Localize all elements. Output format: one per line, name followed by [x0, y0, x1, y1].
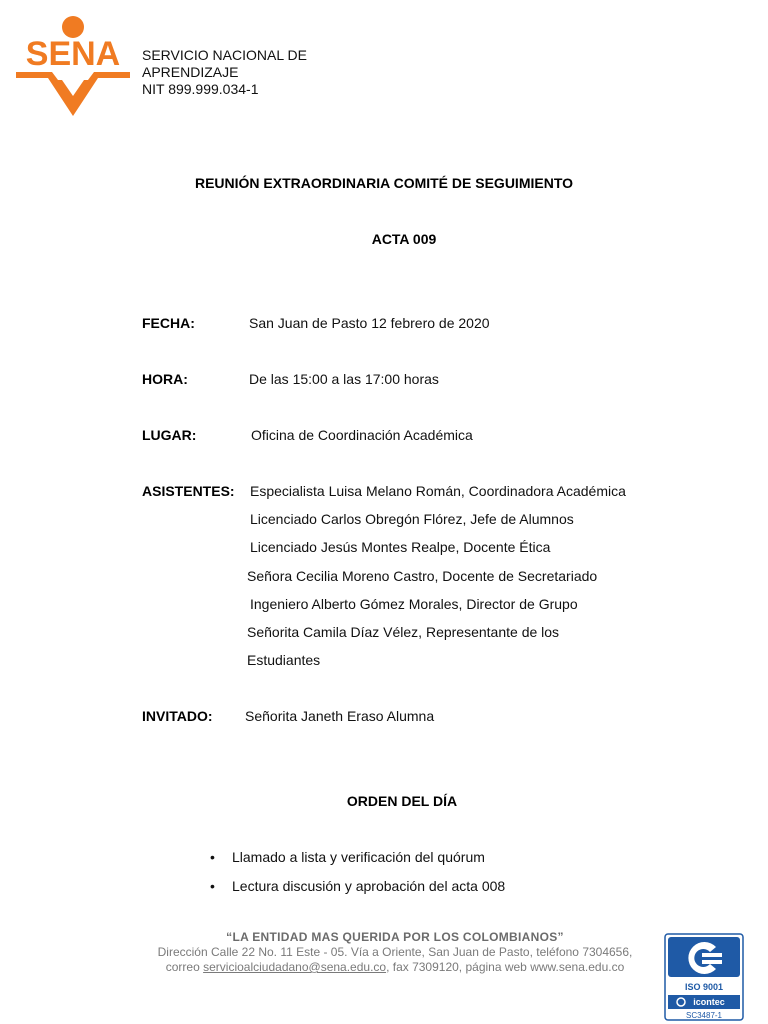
organization-info: [142, 47, 307, 98]
invitado-value: Señorita Janeth Eraso Alumna: [245, 708, 435, 724]
org-name-line2: APRENDIZAJE: [142, 64, 239, 80]
attendee-item: Licenciado Carlos Obregón Flórez, Jefe de Alumnos: [250, 511, 574, 527]
acta-title: ACTA 009: [371, 231, 437, 247]
org-nit: NIT 899.999.034-1: [142, 81, 259, 97]
agenda-item: [210, 878, 505, 894]
footer-contact: [110, 960, 680, 975]
bullet-icon: •: [210, 878, 215, 894]
hora-value: De las 15:00 a las 17:00 horas: [249, 371, 439, 387]
iso-certification-badge: [664, 933, 744, 1021]
bullet-icon: •: [210, 849, 215, 865]
footer-email-link[interactable]: servicioalciudadano@sena.edu.co: [203, 960, 387, 974]
fecha-label: FECHA:: [142, 315, 195, 331]
attendee-item: Ingeniero Alberto Gómez Morales, Director de Grupo: [250, 596, 578, 612]
svg-text:SC3487-1: SC3487-1: [685, 1011, 723, 1020]
invitado-label: INVITADO:: [142, 708, 213, 724]
footer-contact-prefix: correo: [165, 960, 204, 974]
footer: [110, 930, 680, 975]
svg-text:SENA: SENA: [25, 35, 121, 73]
fecha-value: San Juan de Pasto 12 febrero de 2020: [249, 315, 490, 331]
asistentes-label: ASISTENTES:: [142, 483, 235, 499]
footer-address: Dirección Calle 22 No. 11 Este - 05. Vía a Oriente, San Juan de Pasto, teléfono 7304656,: [157, 945, 633, 959]
footer-slogan: “LA ENTIDAD MAS QUERIDA POR LOS COLOMBIANOS”: [226, 930, 564, 944]
agenda-item: [210, 849, 485, 865]
svg-text:icontec: icontec: [693, 997, 725, 1007]
attendee-item: Señorita Camila Díaz Vélez, Representante de los: [247, 624, 560, 640]
attendee-item: Especialista Luisa Melano Román, Coordinadora Académica: [250, 483, 626, 499]
attendee-item: Licenciado Jesús Montes Realpe, Docente Ética: [250, 539, 551, 555]
lugar-value: Oficina de Coordinación Académica: [251, 427, 473, 443]
svg-text:ISO 9001: ISO 9001: [684, 982, 724, 992]
footer-contact-suffix: , fax 7309120, página web www.sena.edu.co: [386, 960, 625, 974]
agenda-title: ORDEN DEL DÍA: [346, 793, 458, 809]
attendee-item: Estudiantes: [247, 652, 321, 668]
org-name-line1: SERVICIO NACIONAL DE: [142, 47, 307, 63]
agenda-item-text: Llamado a lista y verificación del quórum: [232, 849, 485, 865]
agenda-item-text: Lectura discusión y aprobación del acta 008: [232, 878, 506, 894]
meeting-title: REUNIÓN EXTRAORDINARIA COMITÉ DE SEGUIMIENTO: [194, 175, 574, 191]
lugar-label: LUGAR:: [142, 427, 197, 443]
hora-label: HORA:: [142, 371, 188, 387]
sena-logo: [14, 14, 132, 118]
attendee-item: Señora Cecilia Moreno Castro, Docente de Secretariado: [247, 568, 598, 584]
